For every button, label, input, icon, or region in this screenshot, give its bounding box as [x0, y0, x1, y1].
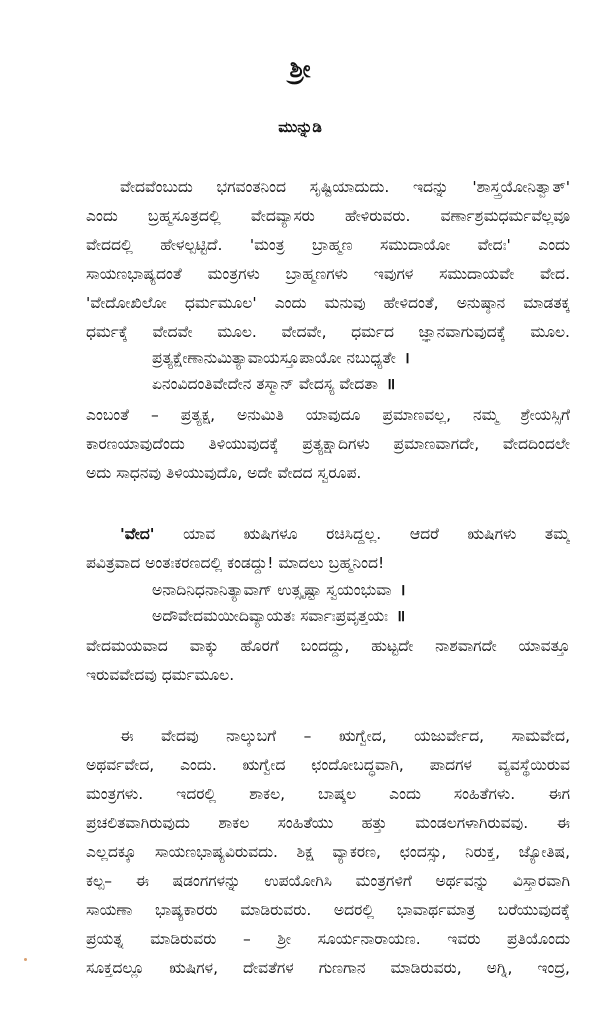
danda-mark: ।: [399, 581, 406, 599]
paragraph-3-line-7: ಸಾಯಣಾ ಭಾಷ್ಯಕಾರರು ಮಾಡಿರುವರು. ಅದರಲ್ಲಿ ಭಾವಾರ್ಥಮಾತ್ರ ಬರೆಯುವುದಕ್ಕೆ: [86, 901, 570, 919]
paragraph-1-line-9: ಅದು ಸಾಧನವು ತಿಳಿಯುವುದೊ, ಅದೇ ವೇದದ ಸ್ವರೂಪ.: [86, 464, 362, 482]
paragraph-1-line-6: ಧರ್ಮಕ್ಕೆ ವೇದವೇ ಮೂಲ. ವೇದವೇ, ಧರ್ಮದ ಜ್ಞಾನವಾಗುವುದಕ್ಕೆ ಮೂಲ.: [86, 323, 570, 341]
paragraph-1-line-8: ಕಾರಣಯಾವುದೆಂದು ತಿಳಿಯುವುದಕ್ಕೆ ಪ್ರತ್ಯಕ್ಷಾದಿಗಳು ಪ್ರಮಾಣವಾಗದೇ, ವೇದದಿಂದಲೇ: [86, 435, 570, 453]
paragraph-3-line-6: ಕಲ್ಪ– ಈ ಷಡಂಗಗಳನ್ನು ಉಪಯೋಗಿಸಿ ಮಂತ್ರಗಳಿಗೆ ಅರ್ಥವನ್ನು ವಿಸ್ತಾರವಾಗಿ: [86, 872, 570, 890]
paragraph-2-line-2: ಪವಿತ್ರವಾದ ಅಂತಃಕರಣದಲ್ಲಿ ಕಂಡದ್ದು! ಮಾದಲು ಬ್ರಹ್ಮನಿಂದ!: [86, 554, 385, 572]
line-text: ಯಾವ ಋಷಿಗಳೂ ರಚಿಸಿದ್ದಲ್ಲ. ಆದರೆ ಋಷಿಗಳು ತಮ್ಮ: [154, 525, 570, 543]
paragraph-3-line-2: ಅಥರ್ವವೇದ, ಎಂದು. ಋಗ್ವೇದ ಛಂದೋಬದ್ಧವಾಗಿ, ಪಾದಗಳ ವ್ಯವಸ್ಥೆಯಿರುವ: [86, 756, 570, 774]
paragraph-1-line-3: ವೇದದಲ್ಲಿ ಹೇಳಲ್ಪಟ್ಟಿದೆ. 'ಮಂತ್ರ ಬ್ರಾಹ್ಮಣ ಸಮುದಾಯೋ ವೇದಃ' ಎಂದು: [86, 236, 570, 254]
verse-text: ಅನಾದಿನಿಧನಾನಿತ್ಯಾವಾಗ್ ಉತ್ಸೃಷ್ಟಾ ಸ್ವಯಂಭುವಾ: [152, 581, 392, 599]
verse-text: ಅದೌವೇದಮಯೀದಿವ್ಯಾಯತಃ ಸರ್ವಾಃಪ್ರವೃತ್ತಯಃ: [152, 607, 388, 625]
scan-speck: [24, 958, 27, 961]
sri-symbol: ಶ್ರೀ: [289, 55, 311, 83]
veda-term: 'ವೇದ': [120, 525, 155, 543]
paragraph-3-line-1: ಈ ವೇದವು ನಾಲ್ಕುಬಗೆ – ಋಗ್ವೇದ, ಯಜುರ್ವೇದ, ಸಾಮವೇದ,: [120, 727, 570, 745]
paragraph-1-line-2: ಎಂದು ಬ್ರಹ್ಮಸೂತ್ರದಲ್ಲಿ ವೇದವ್ಯಾಸರು ಹೇಳಿರುವರು. ವರ್ಣಾಶ್ರಮಧರ್ಮವೆಲ್ಲವೂ: [86, 207, 570, 225]
paragraph-2-line-3: ವೇದಮಯವಾದ ವಾಕ್ಕು ಹೊರಗೆ ಬಂದದ್ದು, ಹುಟ್ಟದೇ ನಾಶವಾಗದೇ ಯಾವತ್ತೂ: [86, 637, 570, 655]
double-danda-mark: ॥: [385, 375, 396, 393]
paragraph-3-line-8: ಪ್ರಯತ್ನ ಮಾಡಿರುವರು – ಶ್ರೀ ಸೂರ್ಯನಾರಾಯಣ. ಇವರು ಪ್ರತಿಯೊಂದು: [86, 930, 570, 948]
paragraph-1-line-4: ಸಾಯಣಭಾಷ್ಯದಂತೆ ಮಂತ್ರಗಳು ಬ್ರಾಹ್ಮಣಗಳು ಇವುಗಳ ಸಮುದಾಯವೇ ವೇದ.: [86, 265, 570, 283]
paragraph-2-line-4: ಇರುವವೇದವು ಧರ್ಮಮೂಲ.: [86, 666, 235, 684]
paragraph-3-line-5: ಎಲ್ಲದಕ್ಕೂ ಸಾಯಣಭಾಷ್ಯವಿರುವದು. ಶಿಕ್ಷ ವ್ಯಾಕರಣ, ಛಂದಸ್ಸು, ನಿರುಕ್ತ, ಜ್ಯೋತಿಷ,: [86, 843, 570, 861]
paragraph-1-line-5: 'ವೇದೋಖಿಲೋ ಧರ್ಮಮೂಲ' ಎಂದು ಮನುವು ಹೇಳಿದಂತೆ, ಅನುಷ್ಠಾನ ಮಾಡತಕ್ಕ: [86, 294, 570, 312]
verse-1-line-2: [152, 372, 482, 398]
paragraph-2-line-1: [120, 522, 570, 548]
verse-text: ಪ್ರತ್ಯಕ್ಷೇಣಾನುಮಿತ್ಯಾವಾಯಸ್ತೂಪಾಯೋ ನಬುಧ್ಯತೇ: [152, 349, 396, 367]
paragraph-3-line-9: ಸೂಕ್ತದಲ್ಲೂ ಋಷಿಗಳ, ದೇವತೆಗಳ ಗುಣಗಾನ ಮಾಡಿರುವರು, ಅಗ್ನಿ, ಇಂದ್ರ,: [86, 959, 570, 977]
verse-1-line-1: [152, 346, 482, 372]
page-title: ಮುನ್ನುಡಿ: [278, 118, 322, 136]
verse-2-line-2: [152, 604, 482, 630]
paragraph-1-line-1: ವೇದವೆಂಬುದು ಭಗವಂತನಿಂದ ಸೃಷ್ಟಿಯಾದುದು. ಇದನ್ನು 'ಶಾಸ್ತ್ರಯೋನಿತ್ವಾತ್': [120, 178, 570, 196]
double-danda-mark: ॥: [396, 607, 406, 625]
verse-2-line-1: [152, 578, 482, 604]
paragraph-3-line-3: ಮಂತ್ರಗಳು. ಇದರಲ್ಲಿ ಶಾಕಲ, ಬಾಷ್ಕಲ ಎಂದು ಸಂಹಿತೆಗಳು. ಈಗ: [86, 785, 570, 803]
paragraph-3-line-4: ಪ್ರಚಲಿತವಾಗಿರುವುದು ಶಾಕಲ ಸಂಹಿತೆಯು ಹತ್ತು ಮಂಡಲಗಳಾಗಿರುವವು. ಈ: [86, 814, 570, 832]
danda-mark: ।: [403, 349, 410, 367]
verse-text: ಏನಂವಿದಂತಿವೇದೇನ ತಸ್ಮಾನ್ ವೇದಸ್ಯ ವೇದತಾ: [152, 375, 378, 393]
paragraph-1-line-7: ಎಂಬಂತೆ – ಪ್ರತ್ಯಕ್ಷ, ಅನುಮಿತಿ ಯಾವುದೂ ಪ್ರಮಾಣವಲ್ಲ, ನಮ್ಮ ಶ್ರೇಯಸ್ಸಿಗೆ: [86, 406, 570, 424]
